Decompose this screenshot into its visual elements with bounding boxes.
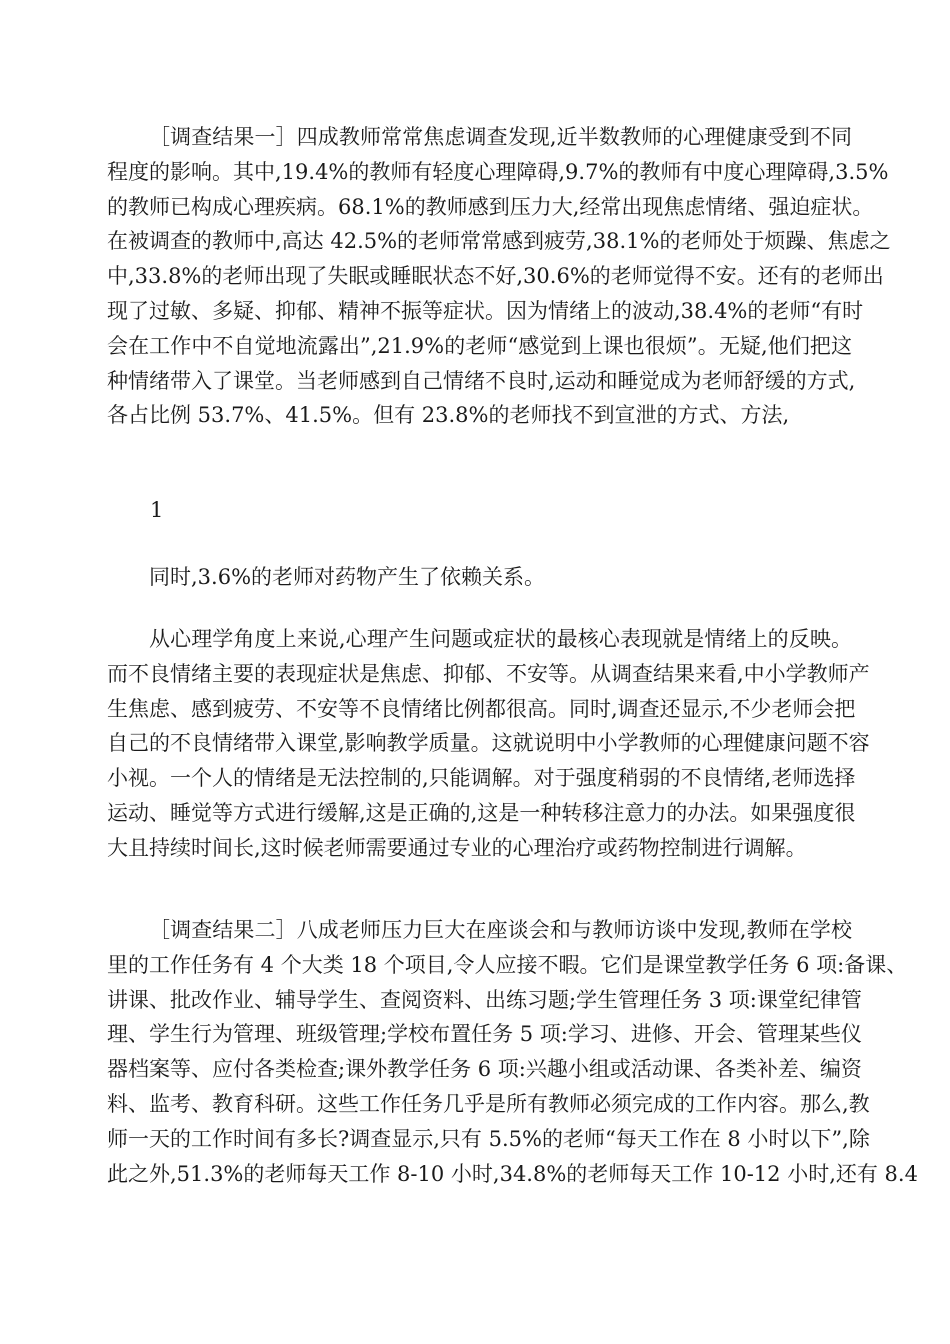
- paragraph-line: 各占比例 53.7%、41.5%。但有 23.8%的老师找不到宣泄的方式、方法,: [107, 403, 790, 428]
- paragraph-line: 程度的影响。其中,19.4%的教师有轻度心理障碍,9.7%的教师有中度心理障碍,3.5%: [107, 159, 889, 184]
- paragraph-line: 运动、睡觉等方式进行缓解,这是正确的,这是一种转移注意力的办法。如果强度很: [107, 800, 856, 825]
- paragraph-line: 大且持续时间长,这时候老师需要通过专业的心理治疗或药物控制进行调解。: [107, 835, 807, 860]
- paragraph-survey-result-one: [107, 120, 891, 433]
- paragraph-line: 此之外,51.3%的老师每天工作 8-10 小时,34.8%的老师每天工作 10-12 小时,还有 8.4: [107, 1161, 918, 1186]
- paragraph-line: 在被调查的教师中,高达 42.5%的老师常常感到疲劳,38.1%的老师处于烦躁、焦虑之: [107, 229, 891, 254]
- paragraph-line: 讲课、批改作业、辅导学生、查阅资料、出练习题;学生管理任务 3 项:课堂纪律管: [107, 987, 862, 1012]
- page-number: 1: [150, 498, 164, 522]
- paragraph-line: ［调查结果一］四成教师常常焦虑调查发现,近半数教师的心理健康受到不同: [149, 125, 852, 149]
- paragraph-line: 理、学生行为管理、班级管理;学校布置任务 5 项:学习、进修、开会、管理某些仪: [107, 1022, 862, 1047]
- paragraph-line: 器档案等、应付各类检查;课外教学任务 6 项:兴趣小组或活动课、各类补差、编资: [107, 1057, 862, 1082]
- paragraph-survey-result-two: [107, 913, 918, 1191]
- paragraph-line: 而不良情绪主要的表现症状是焦虑、抑郁、不安等。从调查结果来看,中小学教师产: [107, 661, 870, 686]
- paragraph-line: ［调查结果二］八成老师压力巨大在座谈会和与教师访谈中发现,教师在学校: [149, 918, 852, 942]
- paragraph-line: 料、监考、教育科研。这些工作任务几乎是所有教师必须完成的工作内容。那么,教: [107, 1091, 870, 1116]
- paragraph-line: 的教师已构成心理疾病。68.1%的教师感到压力大,经常出现焦虑情绪、强迫症状。: [107, 194, 874, 219]
- paragraph-line: 种情绪带入了课堂。当老师感到自己情绪不良时,运动和睡觉成为老师舒缓的方式,: [107, 368, 856, 393]
- paragraph-line: 同时,3.6%的老师对药物产生了依赖关系。: [149, 565, 546, 589]
- paragraph-line: 自己的不良情绪带入课堂,影响教学质量。这就说明中小学教师的心理健康问题不容: [107, 731, 870, 756]
- paragraph-line: 从心理学角度上来说,心理产生问题或症状的最核心表现就是情绪上的反映。: [149, 627, 852, 651]
- paragraph-line: 小视。一个人的情绪是无法控制的,只能调解。对于强度稍弱的不良情绪,老师选择: [107, 766, 856, 791]
- paragraph-psychology-analysis: [107, 622, 870, 866]
- paragraph-line: 会在工作中不自觉地流露出”,21.9%的老师“感觉到上课也很烦”。无疑,他们把这: [107, 333, 852, 358]
- paragraph-line: 里的工作任务有 4 个大类 18 个项目,令人应接不暇。它们是课堂教学任务 6 项:备课、: [107, 952, 908, 977]
- paragraph-line: 中,33.8%的老师出现了失眠或睡眠状态不好,30.6%的老师觉得不安。还有的老师出: [107, 264, 884, 289]
- paragraph-line: 师一天的工作时间有多长?调查显示,只有 5.5%的老师“每天工作在 8 小时以下”,除: [107, 1126, 870, 1151]
- paragraph-drug-dependence: [107, 560, 852, 595]
- paragraph-line: 生焦虑、感到疲劳、不安等不良情绪比例都很高。同时,调查还显示,不少老师会把: [107, 696, 856, 721]
- paragraph-line: 现了过敏、多疑、抑郁、精神不振等症状。因为情绪上的波动,38.4%的老师“有时: [107, 298, 864, 323]
